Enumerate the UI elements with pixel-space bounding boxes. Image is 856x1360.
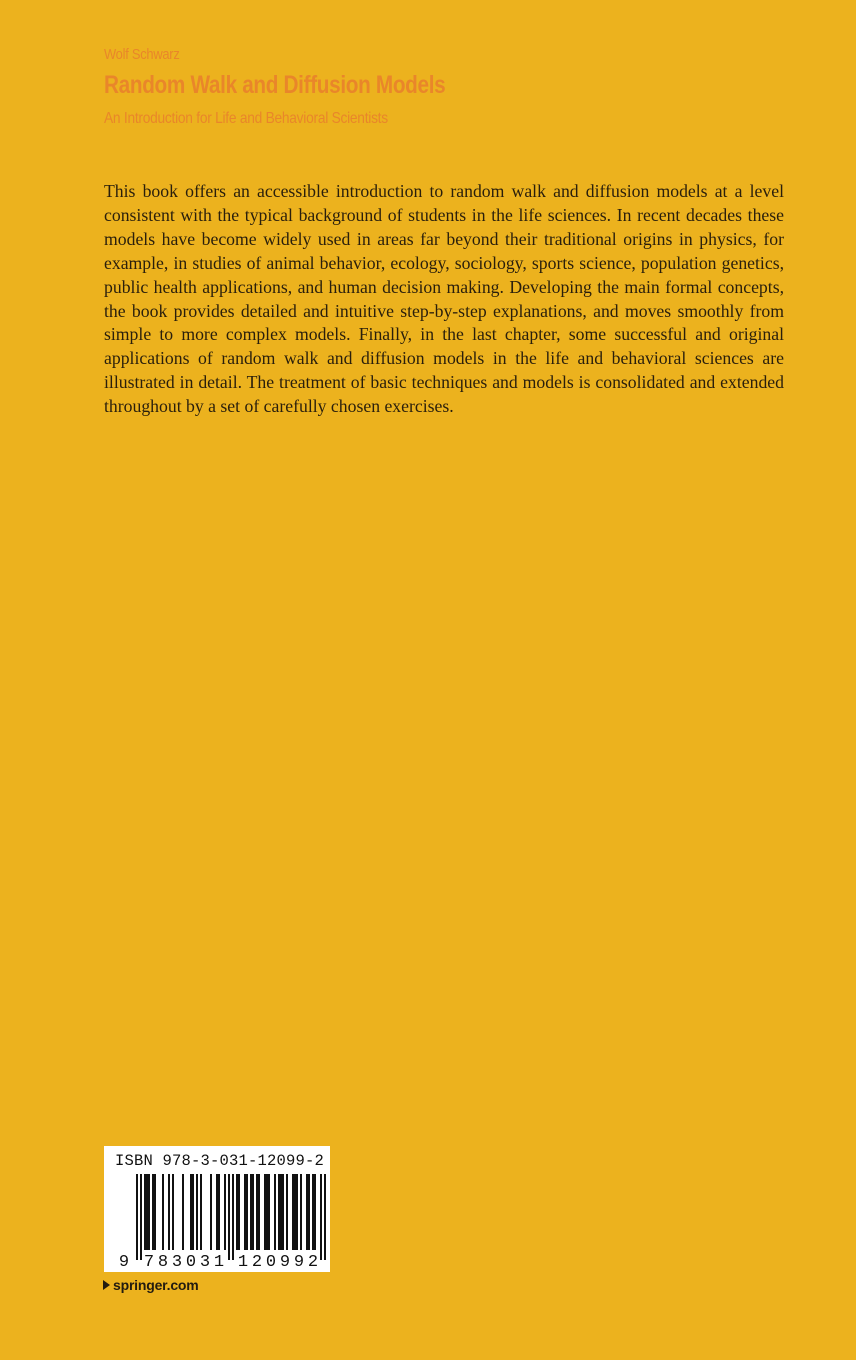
barcode-bar (246, 1174, 248, 1250)
triangle-arrow-icon (103, 1280, 110, 1290)
barcode-bar (294, 1174, 296, 1250)
book-title: Random Walk and Diffusion Models (104, 71, 446, 99)
barcode-bar (312, 1174, 314, 1250)
barcode-bar (144, 1174, 146, 1250)
publisher-website: springer.com (113, 1277, 199, 1293)
barcode-bar (190, 1174, 192, 1250)
barcode-digit: 7 (143, 1253, 155, 1272)
barcode-bar (320, 1174, 322, 1260)
barcode-bar (300, 1174, 302, 1250)
isbn-number: ISBN 978-3-031-12099-2 (115, 1152, 325, 1170)
barcode-digit: 8 (157, 1253, 169, 1272)
barcode-digit: 9 (118, 1253, 130, 1272)
barcode-bar (282, 1174, 284, 1250)
barcode-bar (216, 1174, 218, 1250)
barcode-digit: 2 (307, 1253, 319, 1272)
barcode-graphic (104, 1146, 330, 1272)
barcode-digit: 0 (265, 1253, 277, 1272)
barcode-bar (268, 1174, 270, 1250)
barcode-bar (266, 1174, 268, 1250)
barcode-bar (152, 1174, 154, 1250)
barcode-bar (200, 1174, 202, 1250)
barcode-bar (324, 1174, 326, 1260)
barcode-bar (162, 1174, 164, 1250)
barcode-bar (236, 1174, 238, 1250)
barcode-bar (252, 1174, 254, 1250)
barcode-digit: 2 (251, 1253, 263, 1272)
barcode-digit: 3 (199, 1253, 211, 1272)
barcode-bar (278, 1174, 280, 1250)
barcode-bar (232, 1174, 234, 1260)
barcode-digit: 1 (213, 1253, 225, 1272)
publisher-link[interactable] (103, 1277, 199, 1293)
barcode-bar (264, 1174, 266, 1250)
barcode-bar (210, 1174, 212, 1250)
barcode-bar (136, 1174, 138, 1260)
barcode-bar (244, 1174, 246, 1250)
barcode-bar (314, 1174, 316, 1250)
barcode-bar (258, 1174, 260, 1250)
barcode-bar (238, 1174, 240, 1250)
barcode-bar (224, 1174, 226, 1250)
barcode-bar (280, 1174, 282, 1250)
barcode-bar (140, 1174, 142, 1260)
barcode-bar (168, 1174, 170, 1250)
barcode-bar (308, 1174, 310, 1250)
barcode-bar (256, 1174, 258, 1250)
barcode-bar (154, 1174, 156, 1250)
barcode-bar (218, 1174, 220, 1250)
barcode-digit: 1 (237, 1253, 249, 1272)
barcode-digit: 0 (185, 1253, 197, 1272)
barcode-bar (196, 1174, 198, 1250)
barcode-bar (286, 1174, 288, 1250)
barcode-digit: 3 (171, 1253, 183, 1272)
book-description: This book offers an accessible introduction to random walk and diffusion models at a level consistent with the typical background of students in the life sciences. In recent decades these models have become widely used in areas far beyond their traditional origins in physics, for example, in studies of animal behavior, ecology, sociology, sports science, population genetics, public health applications, and human decision making. Developing the main formal concepts, the book provides detailed and intuitive step-by-step explanations, and moves smoothly from simple to more complex models. Finally, in the last chapter, some successful and original applications of random walk and diffusion models in the life and behavioral sciences are illustrated in detail. The treatment of basic techniques and models is consolidated and extended throughout by a set of carefully chosen exercises. (104, 181, 784, 417)
barcode-digit: 9 (279, 1253, 291, 1272)
book-subtitle: An Introduction for Life and Behavioral Scientists (104, 110, 388, 127)
barcode-bar (250, 1174, 252, 1250)
barcode-bar (192, 1174, 194, 1250)
barcode-bar (172, 1174, 174, 1250)
barcode-bar (182, 1174, 184, 1250)
barcode-bar (274, 1174, 276, 1250)
barcode-digit: 9 (293, 1253, 305, 1272)
isbn-barcode (104, 1146, 330, 1272)
barcode-bar (228, 1174, 230, 1260)
author-name: Wolf Schwarz (104, 46, 180, 63)
barcode-bar (292, 1174, 294, 1250)
barcode-bar (148, 1174, 150, 1250)
barcode-bar (296, 1174, 298, 1250)
barcode-bar (306, 1174, 308, 1250)
barcode-bar (146, 1174, 148, 1250)
